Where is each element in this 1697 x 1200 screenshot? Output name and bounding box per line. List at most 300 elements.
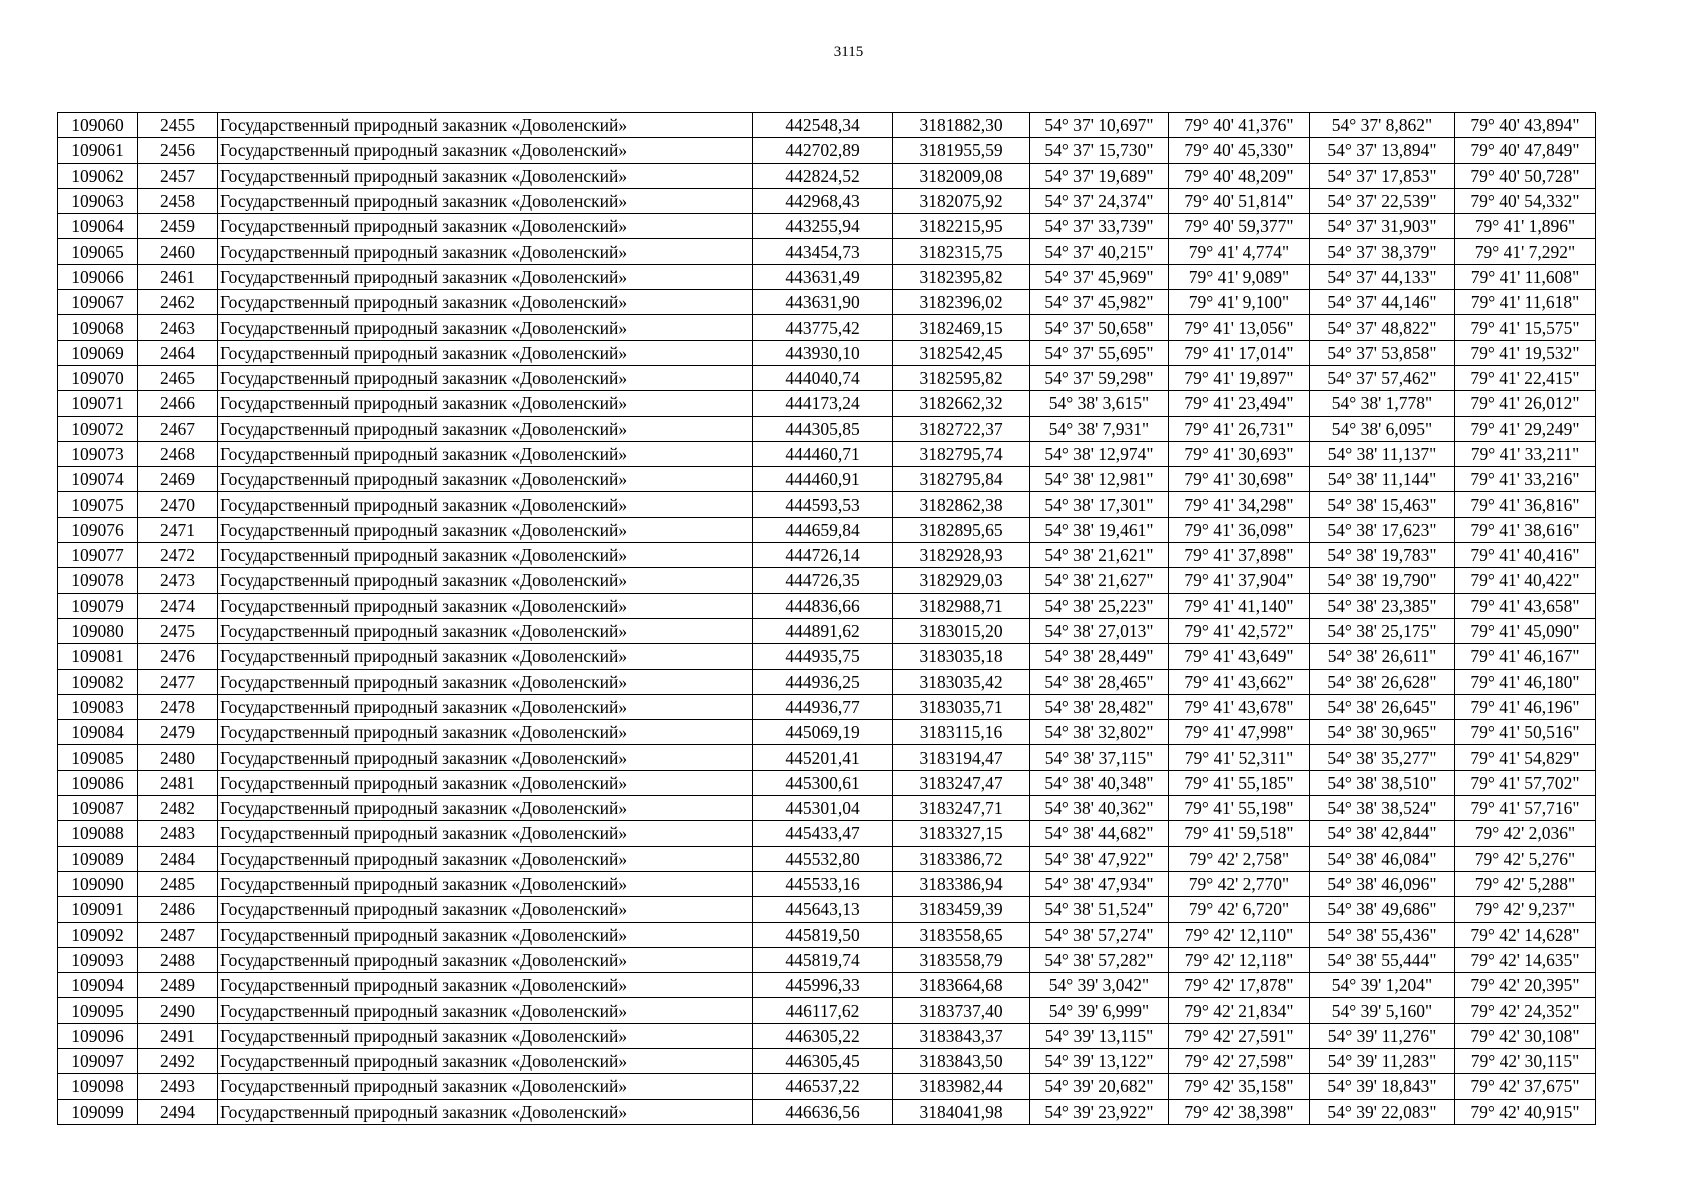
row-id-cell: 109093 [58, 947, 138, 972]
latitude-cell: 54° 37' 50,658" [1030, 315, 1169, 340]
name-cell: Государственный природный заказник «Доволенский» [218, 998, 753, 1023]
latitude-alt-cell: 54° 38' 35,277" [1310, 745, 1455, 770]
row-id-cell: 109092 [58, 922, 138, 947]
name-cell: Государственный природный заказник «Доволенский» [218, 821, 753, 846]
table-row [58, 922, 1596, 947]
latitude-alt-cell: 54° 38' 26,645" [1310, 694, 1455, 719]
name-cell: Государственный природный заказник «Доволенский» [218, 1048, 753, 1073]
longitude-cell: 79° 41' 19,897" [1169, 365, 1310, 390]
point-number-cell: 2483 [138, 821, 218, 846]
longitude-cell: 79° 41' 41,140" [1169, 593, 1310, 618]
latitude-cell: 54° 37' 19,689" [1030, 163, 1169, 188]
name-cell: Государственный природный заказник «Доволенский» [218, 492, 753, 517]
y-coordinate-cell: 3183194,47 [893, 745, 1030, 770]
longitude-cell: 79° 42' 35,158" [1169, 1074, 1310, 1099]
name-cell: Государственный природный заказник «Доволенский» [218, 1074, 753, 1099]
latitude-alt-cell: 54° 38' 46,096" [1310, 871, 1455, 896]
row-id-cell: 109062 [58, 163, 138, 188]
latitude-alt-cell: 54° 38' 19,790" [1310, 568, 1455, 593]
latitude-alt-cell: 54° 39' 22,083" [1310, 1099, 1455, 1124]
longitude-alt-cell: 79° 41' 29,249" [1455, 416, 1596, 441]
latitude-cell: 54° 39' 23,922" [1030, 1099, 1169, 1124]
table-row [58, 694, 1596, 719]
point-number-cell: 2482 [138, 796, 218, 821]
row-id-cell: 109063 [58, 188, 138, 213]
point-number-cell: 2462 [138, 290, 218, 315]
name-cell: Государственный природный заказник «Доволенский» [218, 922, 753, 947]
point-number-cell: 2460 [138, 239, 218, 264]
y-coordinate-cell: 3182988,71 [893, 593, 1030, 618]
x-coordinate-cell: 445433,47 [753, 821, 893, 846]
latitude-alt-cell: 54° 38' 6,095" [1310, 416, 1455, 441]
table-row [58, 947, 1596, 972]
table-row [58, 745, 1596, 770]
name-cell: Государственный природный заказник «Доволенский» [218, 871, 753, 896]
y-coordinate-cell: 3183843,37 [893, 1023, 1030, 1048]
longitude-cell: 79° 42' 27,598" [1169, 1048, 1310, 1073]
point-number-cell: 2474 [138, 593, 218, 618]
longitude-alt-cell: 79° 41' 15,575" [1455, 315, 1596, 340]
y-coordinate-cell: 3182795,84 [893, 467, 1030, 492]
table-row [58, 871, 1596, 896]
latitude-alt-cell: 54° 38' 38,524" [1310, 796, 1455, 821]
latitude-cell: 54° 38' 57,282" [1030, 947, 1169, 972]
longitude-alt-cell: 79° 41' 11,618" [1455, 290, 1596, 315]
table-row [58, 365, 1596, 390]
x-coordinate-cell: 445069,19 [753, 720, 893, 745]
point-number-cell: 2463 [138, 315, 218, 340]
longitude-alt-cell: 79° 42' 30,115" [1455, 1048, 1596, 1073]
longitude-cell: 79° 41' 30,693" [1169, 441, 1310, 466]
row-id-cell: 109060 [58, 113, 138, 138]
x-coordinate-cell: 444936,77 [753, 694, 893, 719]
longitude-cell: 79° 41' 36,098" [1169, 517, 1310, 542]
table-row [58, 138, 1596, 163]
table-row [58, 290, 1596, 315]
row-id-cell: 109079 [58, 593, 138, 618]
row-id-cell: 109077 [58, 543, 138, 568]
point-number-cell: 2456 [138, 138, 218, 163]
longitude-cell: 79° 42' 27,591" [1169, 1023, 1310, 1048]
table-row [58, 315, 1596, 340]
y-coordinate-cell: 3183247,71 [893, 796, 1030, 821]
x-coordinate-cell: 444891,62 [753, 618, 893, 643]
latitude-cell: 54° 37' 45,982" [1030, 290, 1169, 315]
x-coordinate-cell: 444173,24 [753, 391, 893, 416]
table-row [58, 796, 1596, 821]
name-cell: Государственный природный заказник «Доволенский» [218, 543, 753, 568]
longitude-alt-cell: 79° 41' 54,829" [1455, 745, 1596, 770]
row-id-cell: 109081 [58, 644, 138, 669]
table-body [58, 113, 1596, 1125]
latitude-alt-cell: 54° 38' 17,623" [1310, 517, 1455, 542]
name-cell: Государственный природный заказник «Доволенский» [218, 973, 753, 998]
latitude-alt-cell: 54° 37' 44,146" [1310, 290, 1455, 315]
longitude-alt-cell: 79° 42' 37,675" [1455, 1074, 1596, 1099]
longitude-alt-cell: 79° 41' 43,658" [1455, 593, 1596, 618]
latitude-cell: 54° 38' 51,524" [1030, 897, 1169, 922]
latitude-cell: 54° 37' 59,298" [1030, 365, 1169, 390]
point-number-cell: 2459 [138, 214, 218, 239]
y-coordinate-cell: 3182075,92 [893, 188, 1030, 213]
name-cell: Государственный природный заказник «Доволенский» [218, 391, 753, 416]
longitude-alt-cell: 79° 41' 19,532" [1455, 340, 1596, 365]
x-coordinate-cell: 444040,74 [753, 365, 893, 390]
x-coordinate-cell: 443454,73 [753, 239, 893, 264]
point-number-cell: 2479 [138, 720, 218, 745]
x-coordinate-cell: 444305,85 [753, 416, 893, 441]
row-id-cell: 109076 [58, 517, 138, 542]
name-cell: Государственный природный заказник «Доволенский» [218, 113, 753, 138]
longitude-cell: 79° 41' 43,662" [1169, 669, 1310, 694]
x-coordinate-cell: 446117,62 [753, 998, 893, 1023]
table-row [58, 543, 1596, 568]
x-coordinate-cell: 445533,16 [753, 871, 893, 896]
longitude-alt-cell: 79° 42' 30,108" [1455, 1023, 1596, 1048]
name-cell: Государственный природный заказник «Доволенский» [218, 188, 753, 213]
table-row [58, 391, 1596, 416]
longitude-cell: 79° 41' 43,649" [1169, 644, 1310, 669]
latitude-cell: 54° 37' 33,739" [1030, 214, 1169, 239]
latitude-alt-cell: 54° 39' 11,283" [1310, 1048, 1455, 1073]
y-coordinate-cell: 3182895,65 [893, 517, 1030, 542]
longitude-alt-cell: 79° 41' 50,516" [1455, 720, 1596, 745]
x-coordinate-cell: 446305,45 [753, 1048, 893, 1073]
longitude-alt-cell: 79° 41' 33,216" [1455, 467, 1596, 492]
point-number-cell: 2469 [138, 467, 218, 492]
longitude-alt-cell: 79° 40' 43,894" [1455, 113, 1596, 138]
y-coordinate-cell: 3183843,50 [893, 1048, 1030, 1073]
name-cell: Государственный природный заказник «Доволенский» [218, 264, 753, 289]
name-cell: Государственный природный заказник «Доволенский» [218, 441, 753, 466]
longitude-cell: 79° 42' 12,118" [1169, 947, 1310, 972]
row-id-cell: 109087 [58, 796, 138, 821]
x-coordinate-cell: 442968,43 [753, 188, 893, 213]
latitude-alt-cell: 54° 39' 11,276" [1310, 1023, 1455, 1048]
latitude-alt-cell: 54° 38' 11,137" [1310, 441, 1455, 466]
row-id-cell: 109065 [58, 239, 138, 264]
x-coordinate-cell: 444726,14 [753, 543, 893, 568]
longitude-cell: 79° 41' 30,698" [1169, 467, 1310, 492]
row-id-cell: 109097 [58, 1048, 138, 1073]
name-cell: Государственный природный заказник «Доволенский» [218, 214, 753, 239]
longitude-cell: 79° 41' 23,494" [1169, 391, 1310, 416]
longitude-alt-cell: 79° 42' 24,352" [1455, 998, 1596, 1023]
longitude-alt-cell: 79° 41' 33,211" [1455, 441, 1596, 466]
y-coordinate-cell: 3182009,08 [893, 163, 1030, 188]
name-cell: Государственный природный заказник «Доволенский» [218, 290, 753, 315]
latitude-alt-cell: 54° 38' 42,844" [1310, 821, 1455, 846]
latitude-alt-cell: 54° 38' 15,463" [1310, 492, 1455, 517]
longitude-cell: 79° 42' 2,770" [1169, 871, 1310, 896]
name-cell: Государственный природный заказник «Доволенский» [218, 163, 753, 188]
latitude-cell: 54° 39' 6,999" [1030, 998, 1169, 1023]
longitude-alt-cell: 79° 41' 46,196" [1455, 694, 1596, 719]
latitude-cell: 54° 37' 15,730" [1030, 138, 1169, 163]
point-number-cell: 2473 [138, 568, 218, 593]
x-coordinate-cell: 443930,10 [753, 340, 893, 365]
latitude-cell: 54° 38' 27,013" [1030, 618, 1169, 643]
x-coordinate-cell: 443631,90 [753, 290, 893, 315]
row-id-cell: 109095 [58, 998, 138, 1023]
latitude-alt-cell: 54° 37' 44,133" [1310, 264, 1455, 289]
latitude-cell: 54° 39' 13,115" [1030, 1023, 1169, 1048]
latitude-cell: 54° 38' 57,274" [1030, 922, 1169, 947]
point-number-cell: 2458 [138, 188, 218, 213]
point-number-cell: 2490 [138, 998, 218, 1023]
latitude-alt-cell: 54° 38' 55,444" [1310, 947, 1455, 972]
page-number: 3115 [833, 44, 864, 60]
longitude-alt-cell: 79° 42' 40,915" [1455, 1099, 1596, 1124]
name-cell: Государственный природный заказник «Доволенский» [218, 745, 753, 770]
longitude-cell: 79° 42' 12,110" [1169, 922, 1310, 947]
row-id-cell: 109069 [58, 340, 138, 365]
table-row [58, 239, 1596, 264]
row-id-cell: 109075 [58, 492, 138, 517]
table-row [58, 1048, 1596, 1073]
name-cell: Государственный природный заказник «Доволенский» [218, 720, 753, 745]
latitude-alt-cell: 54° 37' 48,822" [1310, 315, 1455, 340]
latitude-alt-cell: 54° 37' 38,379" [1310, 239, 1455, 264]
y-coordinate-cell: 3181882,30 [893, 113, 1030, 138]
y-coordinate-cell: 3182595,82 [893, 365, 1030, 390]
latitude-alt-cell: 54° 39' 1,204" [1310, 973, 1455, 998]
longitude-cell: 79° 41' 47,998" [1169, 720, 1310, 745]
latitude-alt-cell: 54° 38' 23,385" [1310, 593, 1455, 618]
name-cell: Государственный природный заказник «Доволенский» [218, 694, 753, 719]
latitude-cell: 54° 38' 40,348" [1030, 770, 1169, 795]
longitude-alt-cell: 79° 41' 36,816" [1455, 492, 1596, 517]
longitude-cell: 79° 40' 41,376" [1169, 113, 1310, 138]
name-cell: Государственный природный заказник «Доволенский» [218, 416, 753, 441]
row-id-cell: 109071 [58, 391, 138, 416]
longitude-alt-cell: 79° 42' 14,635" [1455, 947, 1596, 972]
point-number-cell: 2455 [138, 113, 218, 138]
table-row [58, 846, 1596, 871]
row-id-cell: 109073 [58, 441, 138, 466]
latitude-cell: 54° 38' 47,934" [1030, 871, 1169, 896]
point-number-cell: 2476 [138, 644, 218, 669]
longitude-cell: 79° 42' 38,398" [1169, 1099, 1310, 1124]
y-coordinate-cell: 3183386,94 [893, 871, 1030, 896]
table-row [58, 770, 1596, 795]
longitude-cell: 79° 41' 17,014" [1169, 340, 1310, 365]
row-id-cell: 109074 [58, 467, 138, 492]
name-cell: Государственный природный заказник «Доволенский» [218, 846, 753, 871]
name-cell: Государственный природный заказник «Доволенский» [218, 644, 753, 669]
point-number-cell: 2461 [138, 264, 218, 289]
latitude-cell: 54° 38' 40,362" [1030, 796, 1169, 821]
x-coordinate-cell: 442824,52 [753, 163, 893, 188]
latitude-cell: 54° 38' 28,465" [1030, 669, 1169, 694]
y-coordinate-cell: 3182929,03 [893, 568, 1030, 593]
latitude-cell: 54° 38' 25,223" [1030, 593, 1169, 618]
table-row [58, 113, 1596, 138]
longitude-cell: 79° 41' 42,572" [1169, 618, 1310, 643]
table-row [58, 897, 1596, 922]
table-row [58, 973, 1596, 998]
x-coordinate-cell: 445819,50 [753, 922, 893, 947]
table-row [58, 644, 1596, 669]
point-number-cell: 2478 [138, 694, 218, 719]
longitude-cell: 79° 41' 55,198" [1169, 796, 1310, 821]
row-id-cell: 109086 [58, 770, 138, 795]
y-coordinate-cell: 3183035,18 [893, 644, 1030, 669]
y-coordinate-cell: 3182795,74 [893, 441, 1030, 466]
point-number-cell: 2475 [138, 618, 218, 643]
row-id-cell: 109080 [58, 618, 138, 643]
latitude-alt-cell: 54° 37' 22,539" [1310, 188, 1455, 213]
y-coordinate-cell: 3182215,95 [893, 214, 1030, 239]
row-id-cell: 109085 [58, 745, 138, 770]
table-row [58, 618, 1596, 643]
latitude-alt-cell: 54° 37' 53,858" [1310, 340, 1455, 365]
latitude-alt-cell: 54° 38' 30,965" [1310, 720, 1455, 745]
latitude-alt-cell: 54° 38' 26,611" [1310, 644, 1455, 669]
latitude-cell: 54° 38' 21,627" [1030, 568, 1169, 593]
y-coordinate-cell: 3183664,68 [893, 973, 1030, 998]
longitude-cell: 79° 40' 48,209" [1169, 163, 1310, 188]
x-coordinate-cell: 443631,49 [753, 264, 893, 289]
latitude-cell: 54° 39' 3,042" [1030, 973, 1169, 998]
latitude-cell: 54° 38' 21,621" [1030, 543, 1169, 568]
longitude-alt-cell: 79° 41' 57,702" [1455, 770, 1596, 795]
name-cell: Государственный природный заказник «Доволенский» [218, 669, 753, 694]
x-coordinate-cell: 445819,74 [753, 947, 893, 972]
row-id-cell: 109070 [58, 365, 138, 390]
y-coordinate-cell: 3183035,42 [893, 669, 1030, 694]
latitude-cell: 54° 38' 17,301" [1030, 492, 1169, 517]
name-cell: Государственный природный заказник «Доволенский» [218, 1099, 753, 1124]
longitude-alt-cell: 79° 42' 20,395" [1455, 973, 1596, 998]
y-coordinate-cell: 3183327,15 [893, 821, 1030, 846]
name-cell: Государственный природный заказник «Доволенский» [218, 1023, 753, 1048]
latitude-cell: 54° 38' 28,482" [1030, 694, 1169, 719]
point-number-cell: 2471 [138, 517, 218, 542]
point-number-cell: 2488 [138, 947, 218, 972]
latitude-cell: 54° 38' 12,974" [1030, 441, 1169, 466]
table-row [58, 214, 1596, 239]
longitude-alt-cell: 79° 41' 57,716" [1455, 796, 1596, 821]
longitude-alt-cell: 79° 41' 38,616" [1455, 517, 1596, 542]
longitude-cell: 79° 42' 2,758" [1169, 846, 1310, 871]
x-coordinate-cell: 446305,22 [753, 1023, 893, 1048]
latitude-cell: 54° 38' 28,449" [1030, 644, 1169, 669]
longitude-cell: 79° 41' 52,311" [1169, 745, 1310, 770]
x-coordinate-cell: 445532,80 [753, 846, 893, 871]
row-id-cell: 109094 [58, 973, 138, 998]
point-number-cell: 2470 [138, 492, 218, 517]
longitude-cell: 79° 41' 26,731" [1169, 416, 1310, 441]
longitude-alt-cell: 79° 41' 7,292" [1455, 239, 1596, 264]
y-coordinate-cell: 3182396,02 [893, 290, 1030, 315]
y-coordinate-cell: 3182662,32 [893, 391, 1030, 416]
longitude-alt-cell: 79° 41' 26,012" [1455, 391, 1596, 416]
y-coordinate-cell: 3183035,71 [893, 694, 1030, 719]
longitude-cell: 79° 42' 21,834" [1169, 998, 1310, 1023]
row-id-cell: 109067 [58, 290, 138, 315]
y-coordinate-cell: 3183737,40 [893, 998, 1030, 1023]
table-row [58, 998, 1596, 1023]
point-number-cell: 2480 [138, 745, 218, 770]
name-cell: Государственный природный заказник «Доволенский» [218, 315, 753, 340]
x-coordinate-cell: 446636,56 [753, 1099, 893, 1124]
table-row [58, 467, 1596, 492]
row-id-cell: 109066 [58, 264, 138, 289]
row-id-cell: 109072 [58, 416, 138, 441]
x-coordinate-cell: 444936,25 [753, 669, 893, 694]
latitude-alt-cell: 54° 38' 1,778" [1310, 391, 1455, 416]
row-id-cell: 109089 [58, 846, 138, 871]
latitude-cell: 54° 38' 19,461" [1030, 517, 1169, 542]
point-number-cell: 2457 [138, 163, 218, 188]
name-cell: Государственный природный заказник «Доволенский» [218, 467, 753, 492]
name-cell: Государственный природный заказник «Доволенский» [218, 947, 753, 972]
name-cell: Государственный природный заказник «Доволенский» [218, 897, 753, 922]
row-id-cell: 109083 [58, 694, 138, 719]
point-number-cell: 2491 [138, 1023, 218, 1048]
longitude-alt-cell: 79° 42' 9,237" [1455, 897, 1596, 922]
x-coordinate-cell: 444593,53 [753, 492, 893, 517]
y-coordinate-cell: 3182928,93 [893, 543, 1030, 568]
longitude-cell: 79° 41' 37,904" [1169, 568, 1310, 593]
name-cell: Государственный природный заказник «Доволенский» [218, 239, 753, 264]
latitude-alt-cell: 54° 37' 8,862" [1310, 113, 1455, 138]
longitude-alt-cell: 79° 41' 40,422" [1455, 568, 1596, 593]
latitude-alt-cell: 54° 38' 46,084" [1310, 846, 1455, 871]
row-id-cell: 109096 [58, 1023, 138, 1048]
point-number-cell: 2465 [138, 365, 218, 390]
y-coordinate-cell: 3184041,98 [893, 1099, 1030, 1124]
point-number-cell: 2472 [138, 543, 218, 568]
table-row [58, 492, 1596, 517]
y-coordinate-cell: 3183982,44 [893, 1074, 1030, 1099]
longitude-cell: 79° 41' 9,100" [1169, 290, 1310, 315]
row-id-cell: 109082 [58, 669, 138, 694]
longitude-alt-cell: 79° 41' 46,167" [1455, 644, 1596, 669]
longitude-cell: 79° 41' 4,774" [1169, 239, 1310, 264]
name-cell: Государственный природный заказник «Доволенский» [218, 796, 753, 821]
row-id-cell: 109091 [58, 897, 138, 922]
x-coordinate-cell: 445201,41 [753, 745, 893, 770]
point-number-cell: 2485 [138, 871, 218, 896]
latitude-alt-cell: 54° 38' 25,175" [1310, 618, 1455, 643]
latitude-cell: 54° 38' 7,931" [1030, 416, 1169, 441]
point-number-cell: 2468 [138, 441, 218, 466]
latitude-alt-cell: 54° 38' 19,783" [1310, 543, 1455, 568]
y-coordinate-cell: 3183386,72 [893, 846, 1030, 871]
name-cell: Государственный природный заказник «Доволенский» [218, 618, 753, 643]
latitude-cell: 54° 38' 12,981" [1030, 467, 1169, 492]
point-number-cell: 2481 [138, 770, 218, 795]
point-number-cell: 2487 [138, 922, 218, 947]
y-coordinate-cell: 3182469,15 [893, 315, 1030, 340]
x-coordinate-cell: 443775,42 [753, 315, 893, 340]
longitude-cell: 79° 42' 6,720" [1169, 897, 1310, 922]
x-coordinate-cell: 444726,35 [753, 568, 893, 593]
x-coordinate-cell: 445300,61 [753, 770, 893, 795]
longitude-alt-cell: 79° 40' 54,332" [1455, 188, 1596, 213]
latitude-cell: 54° 37' 24,374" [1030, 188, 1169, 213]
latitude-alt-cell: 54° 38' 49,686" [1310, 897, 1455, 922]
point-number-cell: 2493 [138, 1074, 218, 1099]
longitude-alt-cell: 79° 41' 1,896" [1455, 214, 1596, 239]
point-number-cell: 2477 [138, 669, 218, 694]
longitude-cell: 79° 41' 13,056" [1169, 315, 1310, 340]
latitude-cell: 54° 38' 37,115" [1030, 745, 1169, 770]
latitude-alt-cell: 54° 37' 31,903" [1310, 214, 1455, 239]
y-coordinate-cell: 3182722,37 [893, 416, 1030, 441]
